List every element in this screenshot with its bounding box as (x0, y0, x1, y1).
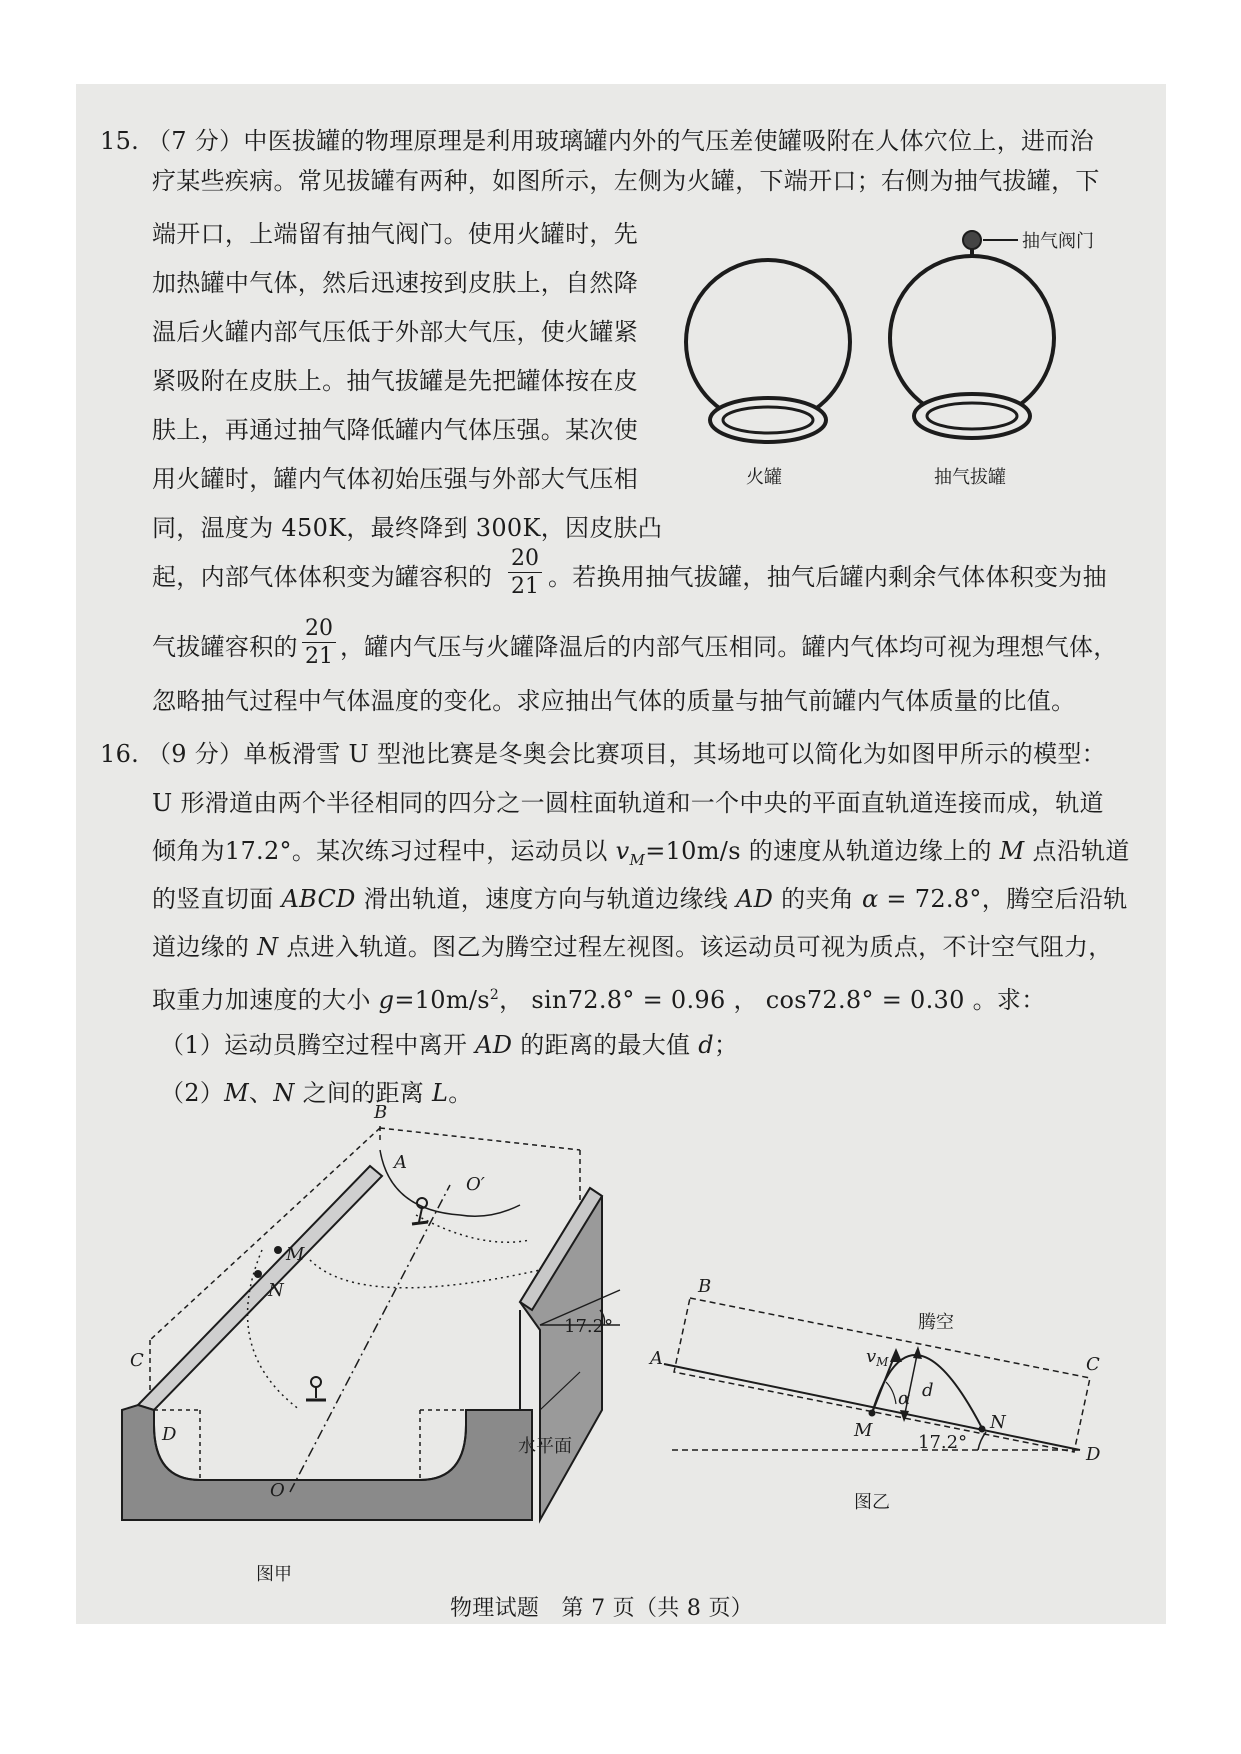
var-g: g (378, 986, 395, 1014)
label-tengkong: 腾空 (918, 1312, 954, 1333)
label-d: D (162, 1424, 177, 1445)
q15-line: 15. （7 分）中医拔罐的物理原理是利用玻璃罐内外的气压差使罐吸附在人体穴位上，进而治 (100, 127, 1094, 155)
q15-line: 加热罐中气体，然后迅速按到皮肤上，自然降 (152, 269, 638, 297)
label-b: B (698, 1276, 712, 1297)
q16-line (152, 884, 1128, 914)
section-rectangle (674, 1298, 1090, 1452)
plane-edge-bc (150, 1128, 380, 1340)
suction-cup (890, 231, 1094, 488)
q16-text: 的夹角 (773, 885, 862, 913)
fraction-denominator: 21 (305, 644, 333, 669)
fraction-denominator: 21 (511, 574, 539, 599)
var-alpha: α (861, 885, 879, 913)
figure-caption: 图乙 (854, 1492, 890, 1513)
point-n (254, 1270, 262, 1278)
q16-line (152, 980, 1046, 1015)
var-sub-m: M (629, 850, 646, 869)
q16-text: =10m/s (394, 986, 490, 1014)
angle-arc (978, 1432, 986, 1450)
q16-text: 滑出轨道，速度方向与轨道边缘线 (355, 885, 737, 913)
suction-cup-rim-outer (914, 394, 1030, 438)
q15-line: 紧吸附在皮肤上。抽气拔罐是先把罐体按在皮 (152, 367, 638, 395)
q15-line: 端开口，上端留有抽气阀门。使用火罐时，先 (152, 220, 638, 248)
q15-line: 肤上，再通过抽气降低罐内气体压强。某次使 (152, 416, 638, 444)
fire-cup-rim-outer (710, 398, 826, 442)
arrow-head-icon (890, 1348, 902, 1362)
q16-text: （1）运动员腾空过程中离开 (160, 1031, 476, 1059)
q16-text: ； (713, 1031, 739, 1059)
var-n: N (257, 933, 279, 961)
q16-text: 取重力加速度的大小 (152, 986, 379, 1014)
q15-line: 气拔罐容积的 (152, 633, 298, 661)
horizontal-plane-label: 水平面 (518, 1436, 572, 1457)
point-m (869, 1410, 876, 1417)
q16-text: ， sin72.8° = 0.96 ， cos72.8° = 0.30 。求： (499, 986, 1046, 1014)
label-b: B (374, 1102, 388, 1123)
point-m (274, 1246, 282, 1254)
cupping-figure (680, 230, 1140, 500)
q15-line: 忽略抽气过程中气体温度的变化。求应抽出气体的质量与抽气前罐内气体质量的比值。 (152, 687, 1076, 715)
label-m: M (854, 1420, 873, 1441)
arrow-head-icon (900, 1410, 909, 1422)
trajectory-arc (310, 1260, 540, 1288)
label-a: A (650, 1348, 663, 1369)
q16-text: 。 (448, 1079, 473, 1107)
var-m: M (224, 1079, 250, 1107)
skier-icon (306, 1377, 326, 1400)
label-vm: $v_M$ (866, 1346, 889, 1369)
fraction-20-21 (302, 616, 336, 671)
fraction-numerator: 20 (302, 616, 336, 643)
alpha-arc (886, 1382, 896, 1404)
q16-text: （2） (160, 1079, 225, 1107)
q15-line: 起，内部气体体积变为罐容积的 (152, 563, 493, 591)
label-n: N (268, 1280, 284, 1301)
q16-text: 倾角为17.2°。某次练习过程中，运动员以 (152, 837, 616, 865)
q16-line (152, 932, 1113, 962)
var-l: L (432, 1079, 449, 1107)
trajectory-arc (416, 1215, 530, 1242)
point-n (979, 1426, 986, 1433)
label-d-distance: d (922, 1380, 934, 1401)
q16-text: 点沿轨道 (1024, 837, 1130, 865)
figure-yi-side-view (650, 1270, 1120, 1520)
var-m: M (999, 837, 1025, 865)
angle-label: 17.2° (564, 1316, 614, 1337)
q15-line: 疗某些疾病。常见拔罐有两种，如图所示，左侧为火罐，下端开口；右侧为抽气拔罐，下 (152, 167, 1100, 195)
q16-line (152, 836, 1130, 875)
left-rail-top (138, 1166, 382, 1410)
label-c: C (1086, 1354, 1100, 1375)
fire-cup (686, 260, 850, 488)
var-abcd: ABCD (281, 885, 356, 913)
valve-label: 抽气阀门 (1022, 231, 1094, 252)
var-n: N (273, 1079, 295, 1107)
q15-line: 同，温度为 450K，最终降到 300K，因皮肤凸 (152, 514, 663, 542)
label-a: A (394, 1152, 407, 1173)
fraction-numerator: 20 (508, 546, 542, 573)
q15-line: ，罐内气压与火罐降温后的内部气压相同。罐内气体均可视为理想气体， (340, 633, 1118, 661)
q15-line: 。若换用抽气拔罐，抽气后罐内剩余气体体积变为抽 (548, 563, 1107, 591)
label-n: N (990, 1412, 1006, 1433)
q16-text: = 72.8°，腾空后沿轨 (878, 885, 1128, 913)
var-ad: AD (736, 885, 774, 913)
q16-text: 点进入轨道。图乙为腾空过程左视图。该运动员可视为质点，不计空气阻力， (278, 933, 1113, 961)
q16-text: 道边缘的 (152, 933, 258, 961)
var-v: v (615, 837, 630, 865)
arrow-head-icon (913, 1346, 922, 1359)
superscript: 2 (489, 987, 500, 1003)
label-m: M (286, 1244, 305, 1265)
fraction-20-21 (508, 546, 542, 601)
page-footer: 物理试题 第 7 页（共 8 页） (450, 1596, 754, 1621)
angle-label: 17.2° (918, 1432, 968, 1453)
label-c: C (130, 1350, 144, 1371)
q15-line: 温后火罐内部气压低于外部大气压，使火罐紧 (152, 318, 638, 346)
suction-cup-label: 抽气拔罐 (934, 467, 1006, 488)
label-d: D (1086, 1444, 1101, 1465)
q16-line: 16. （9 分）单板滑雪 U 型池比赛是冬奥会比赛项目，其场地可以简化为如图甲所示的模型： (100, 740, 1106, 768)
plane-edge-top (380, 1128, 580, 1150)
figure-jia-halfpipe (120, 1102, 640, 1585)
var-d: d (698, 1031, 714, 1059)
label-o-prime: O′ (466, 1174, 485, 1195)
var-ad: AD (475, 1031, 513, 1059)
q16-subquestion-2 (160, 1078, 473, 1108)
fire-cup-label: 火罐 (746, 467, 782, 488)
front-section (122, 1405, 532, 1520)
q15-line: 用火罐时，罐内气体初始压强与外部大气压相 (152, 465, 638, 493)
valve-icon (963, 231, 981, 249)
q16-text: =10m/s 的速度从轨道边缘上的 (645, 837, 1000, 865)
label-alpha: α (898, 1388, 911, 1409)
label-o: O (270, 1480, 285, 1501)
q16-line: U 形滑道由两个半径相同的四分之一圆柱面轨道和一个中央的平面直轨道连接而成，轨道 (152, 789, 1104, 817)
q16-subquestion-1 (160, 1030, 738, 1060)
q16-text: 之间的距离 (294, 1079, 433, 1107)
q16-text: 的距离的最大值 (512, 1031, 699, 1059)
figure-caption: 图甲 (256, 1564, 292, 1585)
q16-text: 、 (249, 1079, 274, 1107)
q16-text: 的竖直切面 (152, 885, 282, 913)
